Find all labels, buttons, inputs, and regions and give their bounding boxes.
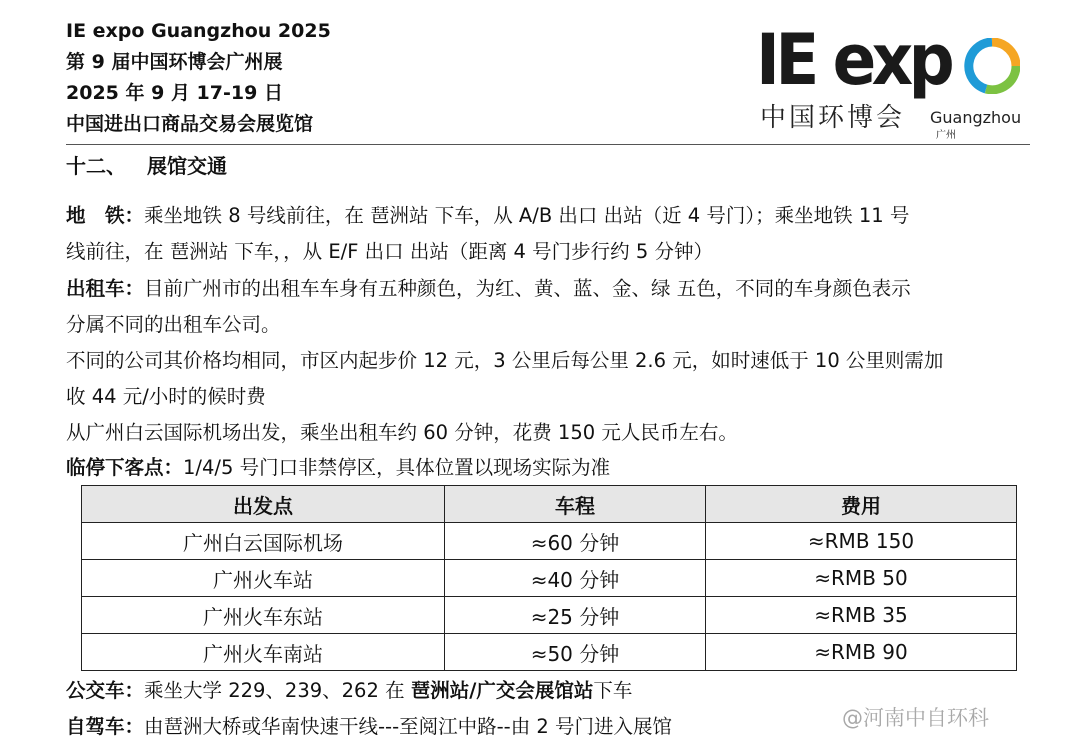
header-origin: 出发点	[82, 486, 445, 523]
taxi-text-2: 分属不同的出租车公司。	[66, 313, 281, 336]
drive-text: 由琶洲大桥或华南快速干线---至阅江中路--由 2 号门进入展馆	[144, 715, 673, 738]
logo-city-text: Guangzhou	[930, 108, 1022, 127]
section-title-text: 展馆交通	[146, 154, 227, 178]
cell-duration: ≈50 分钟	[445, 634, 706, 671]
cell-origin: 广州火车站	[82, 560, 445, 597]
taxi-line-3	[66, 343, 1036, 379]
event-header	[66, 16, 331, 140]
bus-text-before: 乘坐大学 229、239、262 在	[144, 679, 411, 702]
cell-fare: ≈RMB 50	[706, 560, 1017, 597]
ie-expo-logo	[756, 18, 1032, 142]
table-row	[82, 597, 1017, 634]
cell-origin: 广州火车南站	[82, 634, 445, 671]
header-fare: 费用	[706, 486, 1017, 523]
cell-origin: 广州火车东站	[82, 597, 445, 634]
taxi-line-2	[66, 307, 1036, 343]
event-date: 2025 年 9 月 17-19 日	[66, 82, 283, 104]
bus-text-after: 下车	[593, 679, 633, 702]
drive-label: 自驾车：	[66, 715, 145, 738]
metro-label: 地 铁：	[66, 204, 145, 227]
taxi-text-3: 不同的公司其价格均相同，市区内起步价 12 元，3 公里后每公里 2.6 元，如时速低于 10 公里则需加	[66, 349, 944, 372]
metro-text-1: 乘坐地铁 8 号线前往，在 琶洲站 下车，从 A/B 出口 出站（近 4 号门）；乘坐地铁 11 号	[144, 204, 910, 227]
dropoff-text: 1/4/5 号门口非禁停区，具体位置以现场实际为准	[183, 456, 611, 479]
header-divider	[66, 144, 1030, 145]
table-row	[82, 523, 1017, 560]
taxi-line-5	[66, 415, 1036, 451]
cell-origin: 广州白云国际机场	[82, 523, 445, 560]
table-row	[82, 634, 1017, 671]
logo-city-cn-text: 广州	[936, 130, 956, 141]
bus-label: 公交车：	[66, 679, 145, 702]
watermark: @河南中自环科	[842, 706, 989, 730]
table-row	[82, 560, 1017, 597]
taxi-text-5: 从广州白云国际机场出发，乘坐出租车约 60 分钟，花费 150 元人民币左右。	[66, 421, 738, 444]
event-title-cn: 第 9 届中国环博会广州展	[66, 51, 283, 73]
taxi-line-1	[66, 271, 1036, 307]
logo-ring-icon	[964, 38, 1020, 94]
logo-wordmark: IE exp	[756, 19, 951, 101]
taxi-text-4: 收 44 元/小时的候时费	[66, 385, 266, 408]
bus-station: 琶洲站/广交会展馆站	[410, 679, 594, 702]
cell-duration: ≈25 分钟	[445, 597, 706, 634]
cell-duration: ≈40 分钟	[445, 560, 706, 597]
dropoff-line	[66, 450, 1036, 486]
logo-cn-text: 中国环博会	[760, 103, 906, 133]
metro-line-2	[66, 234, 1036, 270]
cell-fare: ≈RMB 150	[706, 523, 1017, 560]
metro-text-2: 线前往，在 琶洲站 下车，，从 E/F 出口 出站（距离 4 号门步行约 5 分钟）	[66, 240, 713, 263]
section-heading	[66, 150, 227, 182]
section-number: 十二、	[66, 154, 126, 178]
cell-duration: ≈60 分钟	[445, 523, 706, 560]
dropoff-label: 临停下客点：	[66, 456, 184, 479]
event-title-en: IE expo Guangzhou 2025	[66, 20, 331, 42]
metro-line-1	[66, 198, 1036, 234]
taxi-text-1: 目前广州市的出租车车身有五种颜色，为红、黄、蓝、金、绿 五色，不同的车身颜色表示	[144, 277, 911, 300]
taxi-line-4	[66, 379, 1036, 415]
cell-fare: ≈RMB 35	[706, 597, 1017, 634]
header-duration: 车程	[445, 486, 706, 523]
table-header-row	[82, 486, 1017, 523]
taxi-label: 出租车：	[66, 277, 145, 300]
event-venue: 中国进出口商品交易会展览馆	[66, 113, 314, 135]
taxi-fare-table	[81, 485, 1017, 671]
cell-fare: ≈RMB 90	[706, 634, 1017, 671]
